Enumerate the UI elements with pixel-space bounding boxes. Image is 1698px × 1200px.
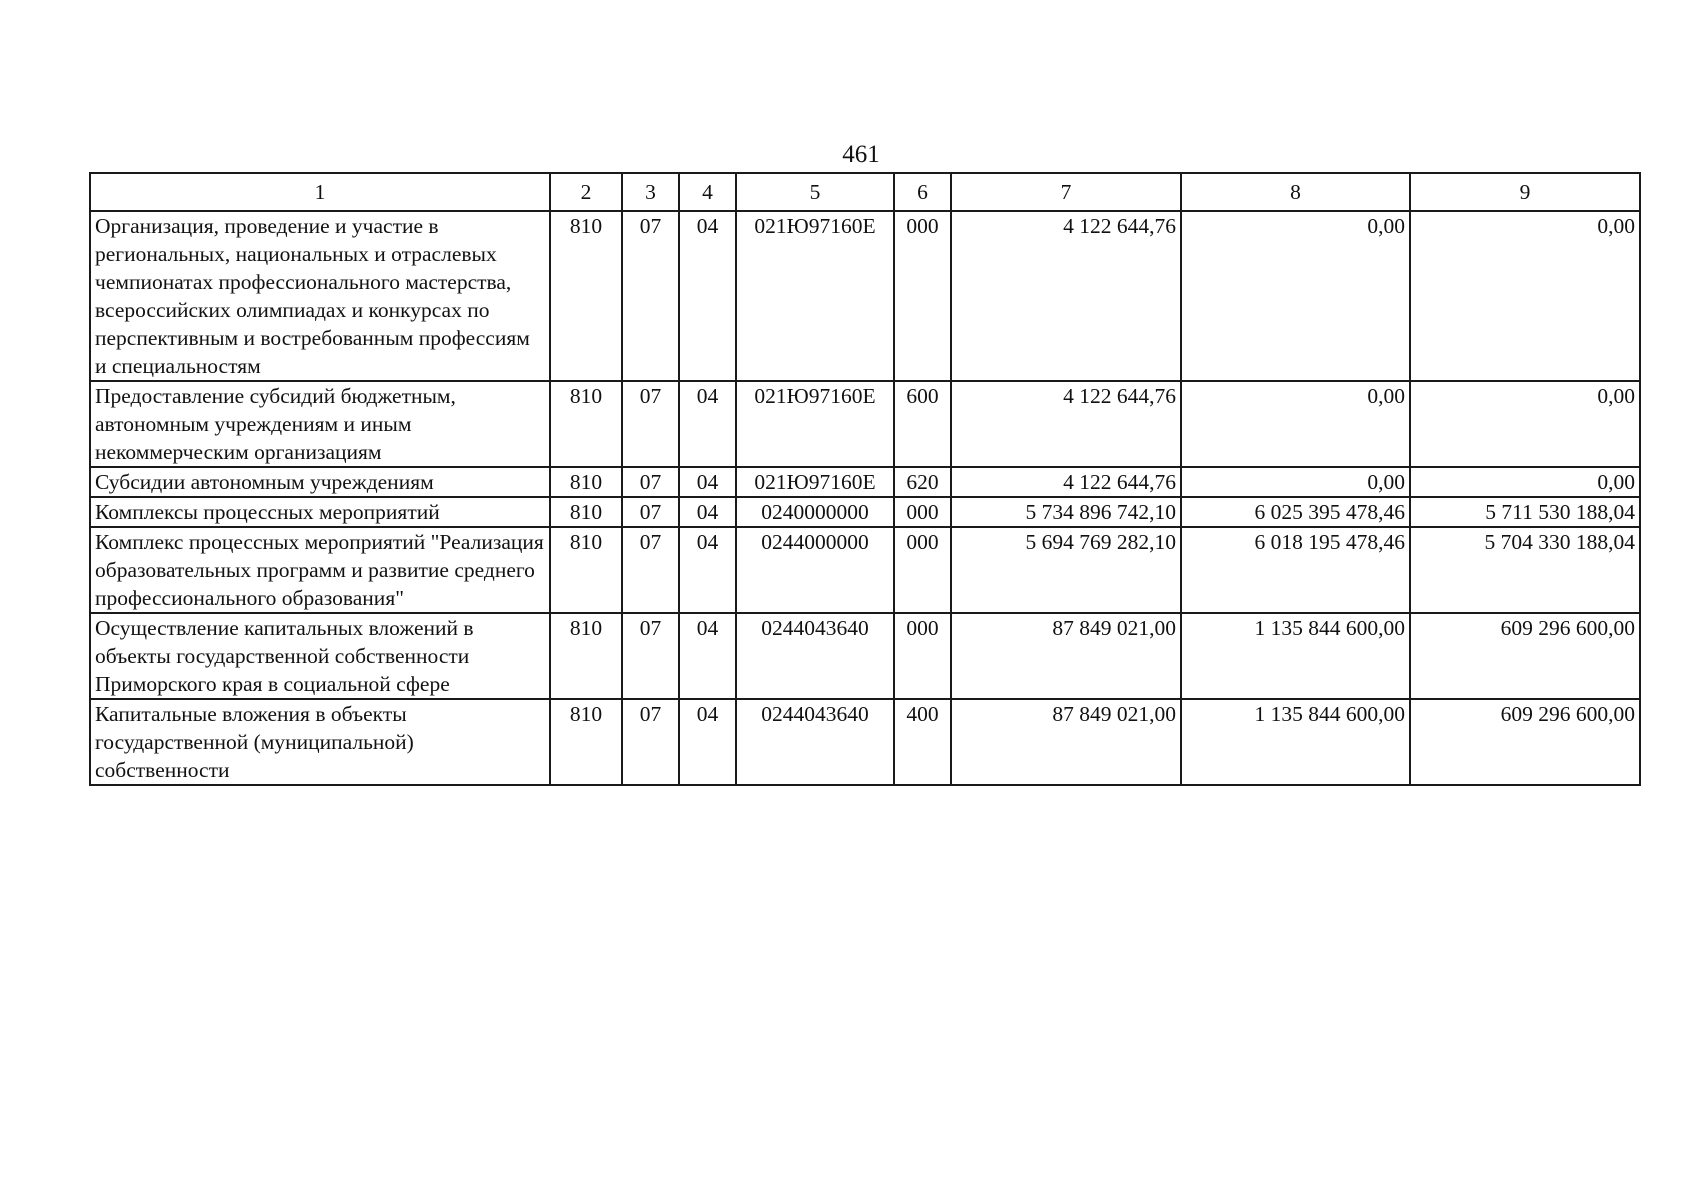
cell-amount: 609 296 600,00	[1410, 699, 1640, 785]
header-cell: 6	[894, 173, 951, 211]
cell-code: 0244043640	[736, 699, 894, 785]
cell-code: 07	[622, 497, 679, 527]
cell-code: 000	[894, 613, 951, 699]
cell-code: 0244000000	[736, 527, 894, 613]
cell-code: 0244043640	[736, 613, 894, 699]
table-row	[90, 699, 1640, 785]
cell-code: 07	[622, 613, 679, 699]
row-name: Комплексы процессных мероприятий	[90, 497, 550, 527]
cell-code: 04	[679, 527, 736, 613]
cell-amount: 0,00	[1181, 467, 1410, 497]
cell-amount: 1 135 844 600,00	[1181, 699, 1410, 785]
table-row	[90, 381, 1640, 467]
cell-code: 810	[550, 699, 622, 785]
cell-code: 04	[679, 467, 736, 497]
row-name: Субсидии автономным учреждениям	[90, 467, 550, 497]
cell-amount: 87 849 021,00	[951, 613, 1181, 699]
cell-amount: 5 734 896 742,10	[951, 497, 1181, 527]
header-cell: 9	[1410, 173, 1640, 211]
cell-code: 000	[894, 211, 951, 381]
cell-amount: 1 135 844 600,00	[1181, 613, 1410, 699]
cell-code: 810	[550, 527, 622, 613]
cell-amount: 5 694 769 282,10	[951, 527, 1181, 613]
cell-code: 04	[679, 497, 736, 527]
row-name: Осуществление капитальных вложений в объекты государственной собственности Приморского края в социальной сфере	[90, 613, 550, 699]
row-name: Организация, проведение и участие в региональных, национальных и отраслевых чемпионатах профессионального мастерства, всероссийских олимпиадах и конкурсах по перспективным и востребованным профессиям и специальностям	[90, 211, 550, 381]
cell-amount: 4 122 644,76	[951, 381, 1181, 467]
cell-code: 021Ю97160Е	[736, 211, 894, 381]
cell-code: 810	[550, 211, 622, 381]
cell-amount: 609 296 600,00	[1410, 613, 1640, 699]
page-number: 461	[842, 141, 880, 168]
cell-amount: 0,00	[1181, 211, 1410, 381]
header-cell: 7	[951, 173, 1181, 211]
cell-code: 810	[550, 613, 622, 699]
cell-code: 021Ю97160Е	[736, 381, 894, 467]
cell-amount: 0,00	[1410, 381, 1640, 467]
cell-code: 07	[622, 211, 679, 381]
cell-code: 04	[679, 381, 736, 467]
cell-amount: 6 025 395 478,46	[1181, 497, 1410, 527]
cell-code: 04	[679, 613, 736, 699]
cell-code: 600	[894, 381, 951, 467]
cell-code: 810	[550, 497, 622, 527]
cell-amount: 6 018 195 478,46	[1181, 527, 1410, 613]
cell-amount: 0,00	[1410, 467, 1640, 497]
header-cell: 3	[622, 173, 679, 211]
table-row	[90, 527, 1640, 613]
row-name: Капитальные вложения в объекты государственной (муниципальной) собственности	[90, 699, 550, 785]
row-name: Комплекс процессных мероприятий "Реализация образовательных программ и развитие среднего профессионального образования"	[90, 527, 550, 613]
header-row	[90, 173, 1640, 211]
cell-amount: 0,00	[1181, 381, 1410, 467]
cell-amount: 4 122 644,76	[951, 467, 1181, 497]
cell-code: 04	[679, 699, 736, 785]
cell-amount: 0,00	[1410, 211, 1640, 381]
cell-code: 810	[550, 381, 622, 467]
cell-code: 000	[894, 527, 951, 613]
row-name: Предоставление субсидий бюджетным, автономным учреждениям и иным некоммерческим организациям	[90, 381, 550, 467]
header-cell: 2	[550, 173, 622, 211]
table-row	[90, 467, 1640, 497]
cell-code: 021Ю97160Е	[736, 467, 894, 497]
header-cell: 4	[679, 173, 736, 211]
cell-amount: 5 711 530 188,04	[1410, 497, 1640, 527]
cell-code: 620	[894, 467, 951, 497]
cell-code: 07	[622, 699, 679, 785]
cell-amount: 87 849 021,00	[951, 699, 1181, 785]
cell-code: 0240000000	[736, 497, 894, 527]
cell-code: 07	[622, 467, 679, 497]
cell-code: 000	[894, 497, 951, 527]
cell-code: 07	[622, 527, 679, 613]
cell-amount: 4 122 644,76	[951, 211, 1181, 381]
header-cell: 8	[1181, 173, 1410, 211]
table-row	[90, 211, 1640, 381]
header-cell: 1	[90, 173, 550, 211]
header-cell: 5	[736, 173, 894, 211]
budget-table	[89, 172, 1641, 786]
cell-amount: 5 704 330 188,04	[1410, 527, 1640, 613]
cell-code: 04	[679, 211, 736, 381]
cell-code: 07	[622, 381, 679, 467]
cell-code: 400	[894, 699, 951, 785]
table-row	[90, 497, 1640, 527]
table-row	[90, 613, 1640, 699]
cell-code: 810	[550, 467, 622, 497]
